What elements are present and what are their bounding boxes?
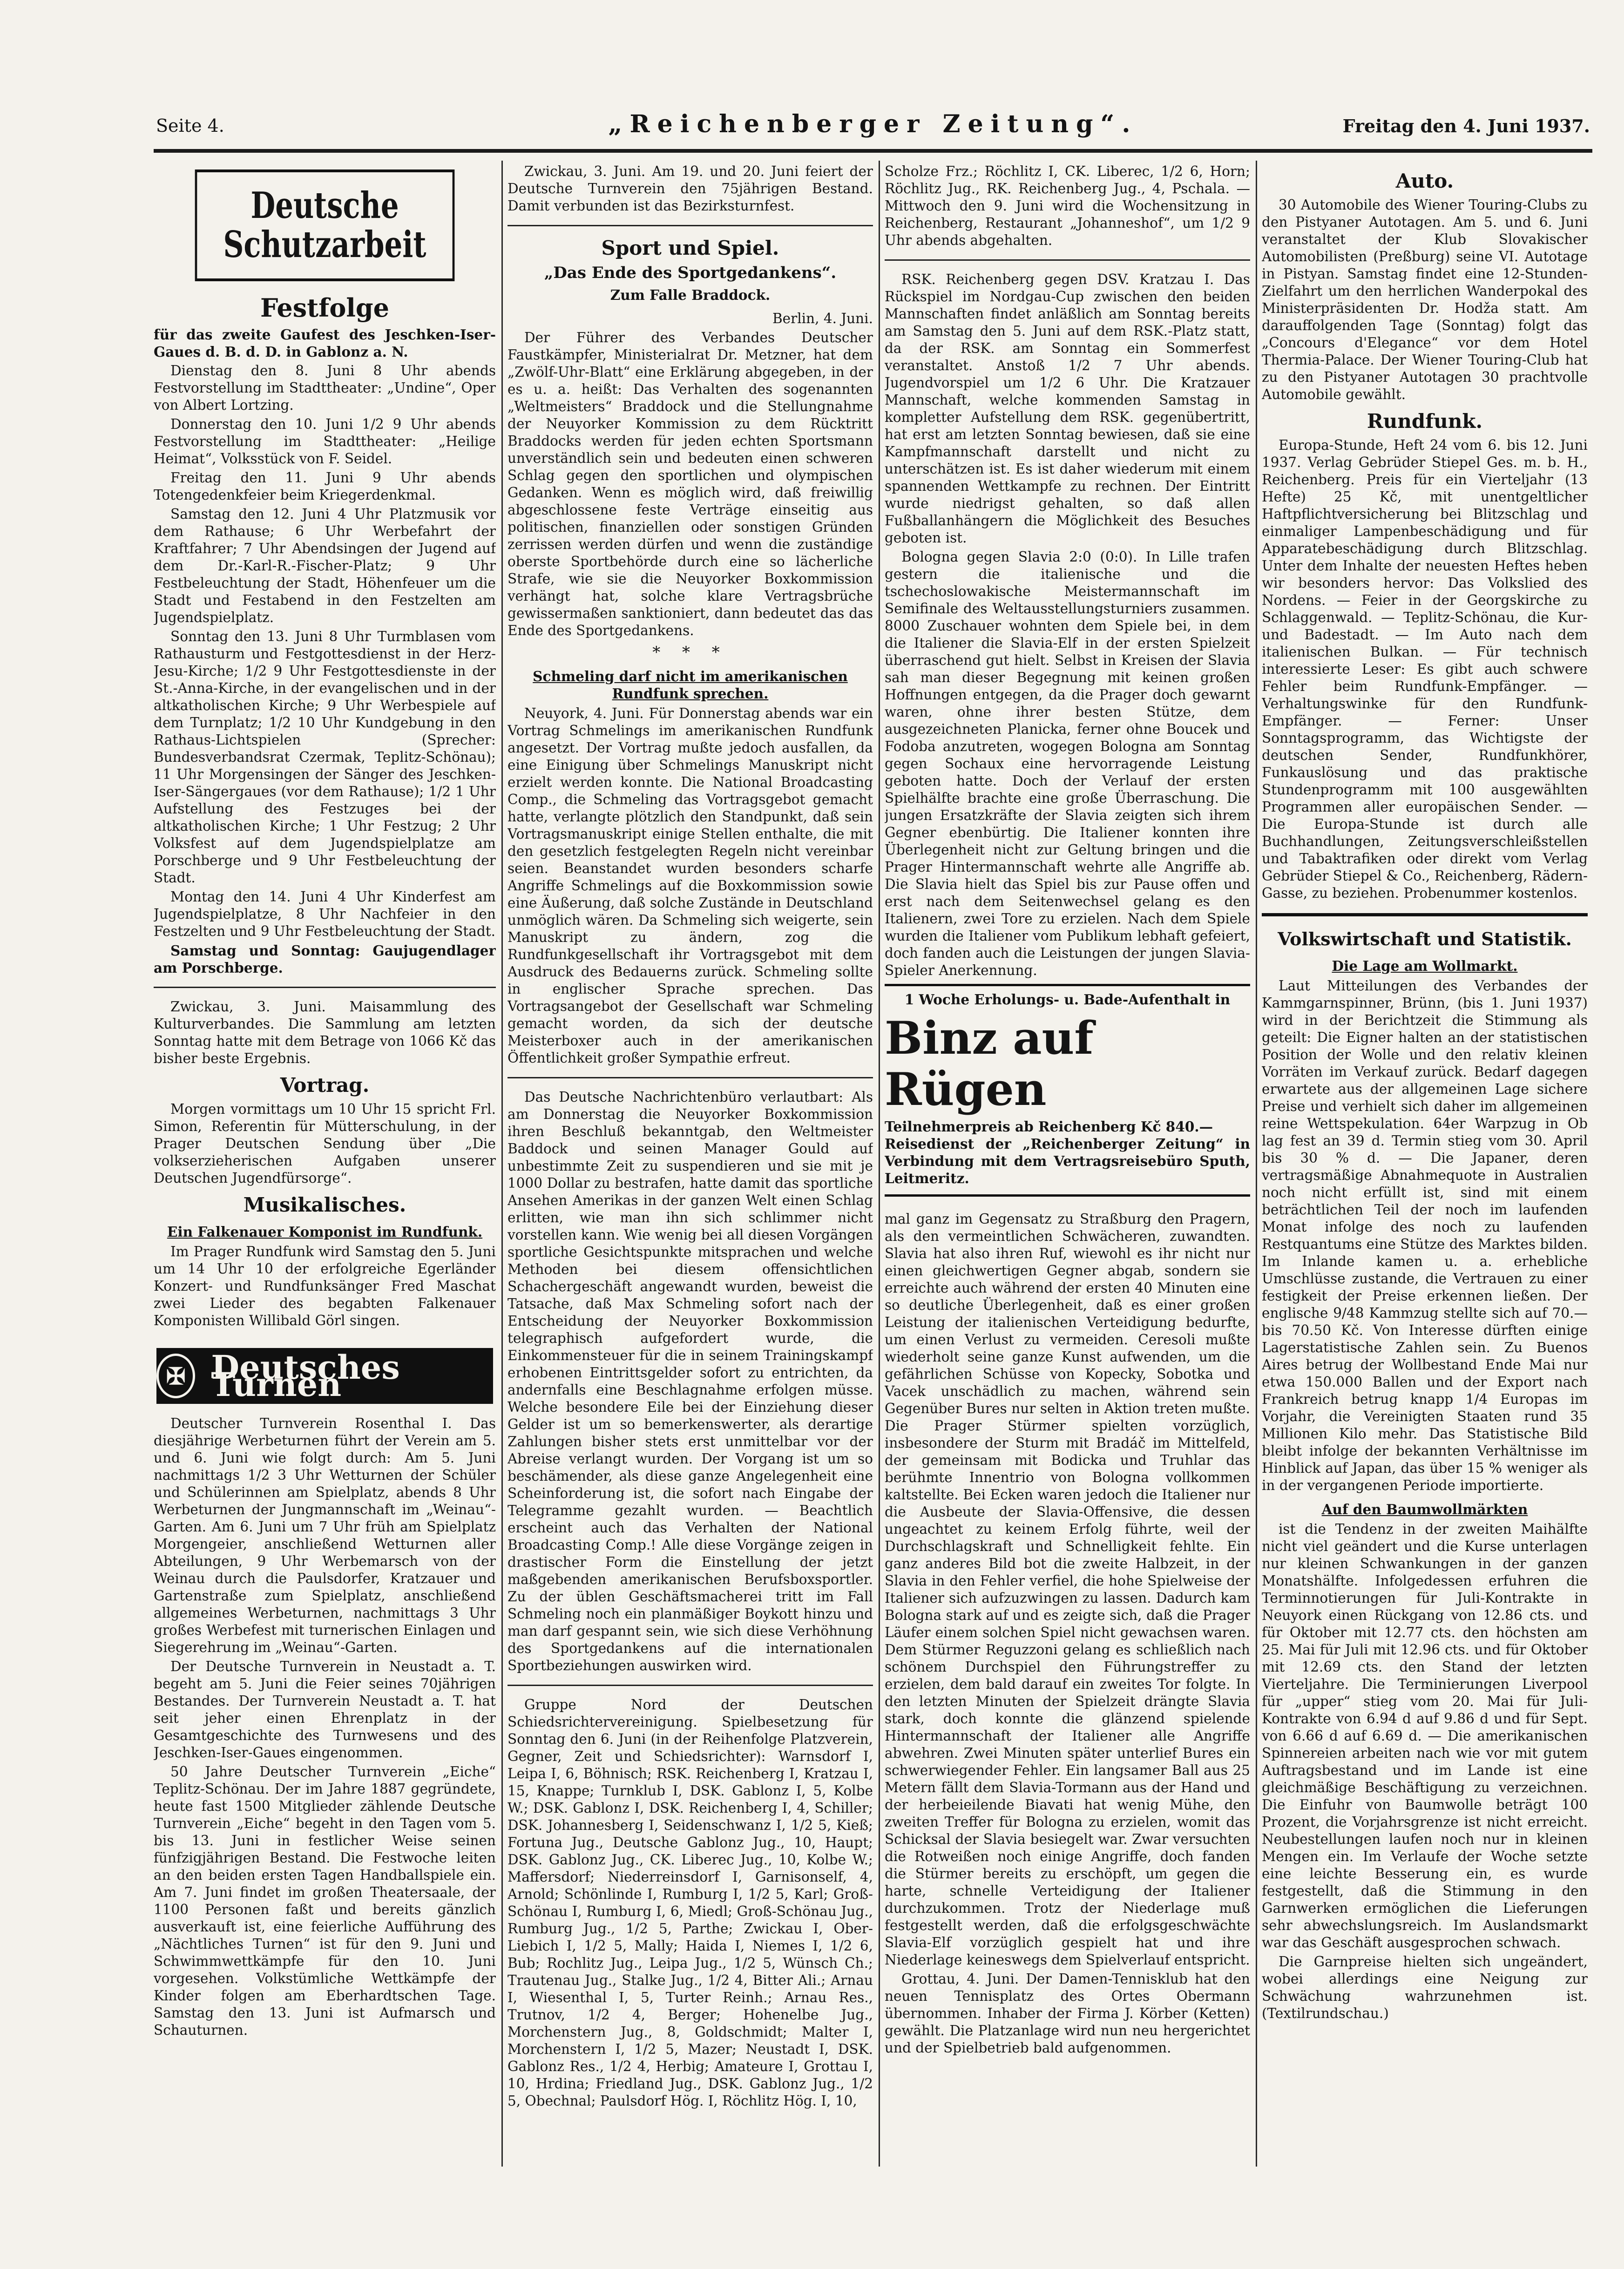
schiedsrichter-article: Gruppe Nord der Deutschen Schiedsrichtervereinigung. Spielbesetzung für Sonntag den 6. Juni (in der Reihenfolge Platzverein, Gegner, Zeit und Schiedsrichter): Warnsdorf I, Leipa I, 6, Böhnisch; RSK. Reichenberg I, Kratzau I, 15, Knappe; Turnklub I, DSK. Gablonz I, 5, Kolbe W.; DSK. Gablonz I, DSK. Reichenberg I, 4, Schiller; DSK. Johannesberg I, Seidenschwanz I, 1/2 5, Kieß; Fortuna Jug., Deutsche Gablonz Jug., 10, Haupt; DSK. Gablonz Jug., CK. Liberec Jug., 10, Kolbe W.; Maffersdorf; Niederreinsdorf I, Garnisonself, 4, Arnold; Schönlinde I, Rumburg I, 1/2 5, Karl; Groß-Schönau I, Rumburg I, 6, Miedl; Groß-Schönau Jug., Rumburg Jug., 1/2 5, Parthe; Zwickau I, Ober-Liebich I, 1/2 5, Mally; Haida I, Niemes I, 1/2 6, Bub; Rochlitz Jug., Leipa Jug., 1/2 5, Wünsch Ch.; Trautenau Jug., Stalke Jug., 1/2 4, Bitter Ali.; Arnau I, Wiesenthal I, 5, Turter Reinh.; Arnau Res., Trutnov, 1/2 4, Berger; Hohenelbe Jug., Morchenstern Jug., 8, Goldschmidt; Malter I, Morchenstern I, 1/2 5, Mazer; Neustadt I, DSK. Gablonz Res., 1/2 4, Herbig; Amateure I, Grottau I, 10, Hrdina; Friedland Jug., DSK. Gablonz Jug., 1/2 5, Obechnal; Paulsdorf Hög. I, Röchlitz Hög. I, 10, <box>508 1697 873 2109</box>
baumwolle-title: Auf den Baumwollmärkten <box>1321 1501 1528 1517</box>
festfolge-item: Montag den 14. Juni 4 Uhr Kinderfest am Jugendspielplatze, 8 Uhr Nachfeier in den Festzelten und 9 Uhr Festbeleuchtung der Stadt. <box>154 889 496 939</box>
divider <box>508 1077 873 1078</box>
wolle-title: Die Lage am Wollmarkt. <box>1332 958 1518 974</box>
stars-divider: * * * <box>652 643 728 662</box>
column-rule <box>1256 161 1257 2167</box>
page-number: Seite 4. <box>156 115 224 136</box>
bologna-continued: mal ganz im Gegensatz zu Straßburg den Pragern, als den vermeintlichen Schwächeren, zuwandten. Slavia hat also ihren Ruf, wiewohl es ihr nicht nur einen gleichwertigen Gegner abgab, sondern sie erreichte auch während der ersten 40 Minuten eine so deutliche Überlegenheit, daß es einer großen Leistung der italienischen Verteidigung bedurfte, um einen Verlust zu vermeiden. Ceresoli mußte wiederholt seine ganze Kunst aufwenden, um die gefährlichen Schüsse von Kopecky, Sobotka und Vacek unschädlich zu machen, während sein Gegenüber Bures nur selten in Aktion treten mußte. Die Prager Stürmer spielten vorzüglich, insbesondere der Sturm mit Bradáč im Mittelfeld, der gemeinsam mit Bodicka und Truhlar das berühmte Innentrio von Bologna vollkommen kaltstellte. Bei Ecken waren jedoch die Italiener nur die Ausbeute der Slavia-Offensive, die dessen ungeachtet zu keinem Erfolg führte, weil der Durchschlagskraft und Schnelligkeit fehlte. Ein ganz anderes Bild bot die zweite Halbzeit, in der Slavia in den Fehler verfiel, die hohe Spielweise der Italiener sich aufzuzwingen zu lassen. Dadurch kam Bologna stark auf und es zeigte sich, daß die Prager Läufer einem solchen Spiel nicht gewachsen waren. Dem Stürmer Reguzzoni gelang es schließlich nach schönem Durchspiel den Führungstreffer zu erzielen, dem bald darauf ein zweites Tor folgte. In den letzten Minuten der Spielzeit drängte Slavia stark, doch konnte die glänzend spielende Hintermannschaft der Italiener alle Angriffe abwehren. Zwei Minuten später unterlief Bures ein schwerwiegender Fehler. Ein langsamer Ball aus 25 Metern fällt dem Slavia-Tormann aus der Hand und der herbeieilende Biavati hat wenig Mühe, den zweiten Treffer für Bologna zu erzielen, womit das Schicksal der Slavia besiegelt war. Zwar versuchten die Rotweißen noch einige Angriffe, doch fanden die Stürmer bereits zu erschöpft, um gegen die harte, schnelle Verteidigung der Italiener durchzukommen. Trotz der Niederlage muß festgestellt werden, daß die erfolgsgeschwächte Slavia-Elf vorzüglich gespielt hat und ihre Niederlage keineswegs dem Spielverlauf entspricht. <box>885 1211 1250 1968</box>
grottau-article: Grottau, 4. Juni. Der Damen-Tennisklub hat den neuen Tennisplatz des Ortes Obermann übernommen. Inhaber der Firma J. Körber (Ketten) gewählt. Die Platzanlage wird nun neu hergerichtet und der Spielbetrieb bald aufgenommen. <box>885 1971 1250 2056</box>
section-title-schutzarbeit: Deutsche Schutzarbeit <box>195 169 455 281</box>
rundfunk-title: Rundfunk. <box>1367 410 1483 433</box>
wolle-article: Laut Mitteilungen des Verbandes der Kammgarnspinner, Brünn, (bis 1. Juni 1937) wird in der Berichtzeit die Stimmung als geteilt: Die Eigner halten an der statistischen Position der Wolle und den relativ kleinen Vorräten im Verkauf zurück. Bedarf dagegen erwartete aus der allgemeinen Lage sichere Preise und verhielt sich daher im allgemeinen reine Wettspekulation. 64er Warpzug in Ob lag fest an 39 d. Termin stieg vom 30. April bis 30 % d. — Die Japaner, deren vertragsmäßige Abnahmequote in Australien noch nicht erfüllt ist, sind mit einem beträchtlichen Teil der noch im laufenden Monat infolge des noch zu laufenden Restquantums eine Stütze des Marktes bilden. Im Inlande kamen u. a. erhebliche Umschlüsse zustande, die Vertrauen zu einer festigkeit der Preise erkennen ließen. Der englische 9/48 Kammzug stellte sich auf 70.— bis 70.50 Kč. Von Interesse dürften einige Lagerstatistische Zahlen sein. Zu Buenos Aires betrug der Wollbestand Ende Mai nur etwa 150.000 Ballen und der Export nach Frankreich betrug knapp 1/4 Europas im Vorjahr, die Vereinigten Staaten rund 35 Millionen Kilo mehr. Das Statistische Bild bleibt infolge der bekannten Verhältnisse im Hinblick auf Japan, das über 15 % weniger als in der vergangenen Periode importierte. <box>1262 978 1588 1493</box>
baumwolle-article: ist die Tendenz in der zweiten Maihälfte nicht viel geändert und die Kurse unterlagen nur kleinen Schwankungen in der ganzen Monatshälfte. Infolgedessen erfuhren die Terminnotierungen für Juli-Kontrakte in Neuyork einen Rückgang von 12.86 cts. und für Oktober mit 12.77 cts. den höchsten am 25. Mai für Juli mit 12.96 cts. und für Oktober mit 12.69 cts. den Stand der letzten Vierteljahre. Die Terminierungen Liverpool für „upper“ stieg vom 20. Mai für Juli-Kontrakte von 6.94 d auf 9.86 d und für Sept. von 6.66 d auf 6.69 d. — Die amerikanischen Spinnereien arbeiten nach wie vor mit gutem Auftragsbestand und im Lande ist eine gleichmäßige Beschäftigung zu verzeichnen. Die Einfuhr von Baumwolle beträgt 100 Prozent, die Vorjahrsgrenze ist nicht erreicht. Neubestellungen laufen noch nur in kleinen Mengen ein. Im Verlaufe der Woche setzte eine leichte Besserung ein, es wurde festgestellt, daß die Stimmung in den Garnwerken ermöglichen die Lieferungen sehr abwechslungsreich. Im Auslandsmarkt war das Geschäft ausgesprochen schwach. <box>1262 1521 1588 1951</box>
ad-price: Teilnehmerpreis ab Reichenberg Kč 840.— <box>885 1118 1213 1135</box>
festfolge-item: Donnerstag den 10. Juni 1/2 9 Uhr abends Festvorstellung im Stadttheater: „Heilige Heimat“, Volksstück von F. Seidel. <box>154 416 496 467</box>
ad-destination: Binz auf Rügen <box>885 1012 1094 1116</box>
festfolge-title: Festfolge <box>260 293 389 323</box>
turnen-banner <box>156 1348 493 1404</box>
festfolge-item: Samstag und Sonntag: Gaujugendlager am Porschberge. <box>154 942 496 976</box>
ad-text: Reisedienst der „Reichenberger Zeitung“ in Verbindung mit dem Vertragsreisebüro Sputh, Leitmeritz. <box>885 1136 1250 1186</box>
musik-title: Musikalisches. <box>243 1193 406 1216</box>
schiedsrichter-continued: Scholze Frz.; Röchlitz I, CK. Liberec, 1/2 6, Horn; Röchlitz Jug., RK. Reichenberg Jug., 4, Pschala. — Mittwoch den 9. Juni wird die Wochensitzung in Reichenberg, Restaurant „Johanneshof“, um 1/2 9 Uhr abends abgehalten. <box>885 163 1250 248</box>
zwickau-turnverein-article: Zwickau, 3. Juni. Am 19. und 20. Juni feiert der Deutsche Turnverein den 75jährigen Bestand. Damit verbunden ist das Bezirksturnfest. <box>508 163 873 214</box>
header-rule <box>154 149 1592 153</box>
vortrag-title: Vortrag. <box>280 1074 370 1097</box>
musik-article: Im Prager Rundfunk wird Samstag den 5. Juni um 14 Uhr 10 der erfolgreiche Egerländer Konzert- und Rundfunksänger Fred Maschat zwei Lieder des begabten Falkenauer Komponisten Willibald Görl singen. <box>154 1244 496 1328</box>
turner-cross-icon: ✠ <box>156 1354 195 1398</box>
ende-article: Der Führer des Verbandes Deutscher Faustkämpfer, Ministerialrat Dr. Metzner, hat dem „Zwölf-Uhr-Blatt“ eine Erklärung abgegeben, in der es u. a. heißt: Das Verhalten des sogenannten „Weltmeisters“ Braddock und die Stellungnahme der Neuyorker Kommission zu dem Rücktritt Braddocks werden für jeden echten Sportsmann unverständlich sein und bedeuten einen schweren Schlag gegen den sportlichen und olympischen Gedanken. Wenn es möglich wird, daß freiwillig abgeschlossene feste Verträge einseitig aus politischen, finanziellen oder sonstigen Gründen zerrissen werden dürfen und wenn die zuständige oberste Sportbehörde durch eine so lächerliche Strafe, wie sie die Neuyorker Boxkommission verhängt hat, solche klare Vertragsbrüche gewissermaßen sanktioniert, dann bedeutet das das Ende des Sportgedankens. <box>508 330 873 638</box>
newspaper-title: „Reichenberger Zeitung“. <box>608 110 1138 138</box>
column-3 <box>885 163 1250 2157</box>
turnen-article: Der Deutsche Turnverein in Neustadt a. T. begeht am 5. Juni die Feier seines 70jährigen Bestandes. Der Turnverein Neustadt a. T. hat seit jeher einen Ehrenplatz in der Gesamtgeschichte des Turnwesens und des Jeschken-Iser-Gaues eingenommen. <box>154 1659 496 1761</box>
column-2 <box>508 163 873 2157</box>
bologna-article: Bologna gegen Slavia 2:0 (0:0). In Lille trafen gestern die italienische und die tschechoslowakische Meistermannschaft im Semifinale des Weltausstellungsturniers zusammen. 8000 Zuschauer wohnten dem Spiele bei, in dem die Italiener die Slavia-Elf in der ersten Spielzeit überraschend gut hielt. Selbst in Kreisen der Slavia sah man dieser Begegnung mit keinen großen Hoffnungen entgegen, da die Prager doch gewarnt waren, ohne ihrer besten Stütze, dem ausgezeichneten Planicka, ferner ohne Boucek und Fodoba anzutreten, wogegen Bologna am Sonntag gegen Sochaux eine hervorragende Leistung geboten hatte. Doch der Verlauf der ersten Spielhälfte brachte eine große Überraschung. Die jungen Ersatzkräfte der Slavia zeigten sich ihrem Gegner ebenbürtig. Die Italiener konnten ihre Überlegenheit nicht zur Geltung bringen und die Prager Hintermannschaft wehrte alle Angriffe ab. Die Slavia hielt das Spiel bis zur Pause offen und erst nach dem Seitenwechsel gelang es den Italienern, zwei Tore zu erzielen. Nach dem Spiele wurden die Italiener vom Publikum lebhaft gefeiert, doch fanden auch die Leistungen der jungen Slavia-Spieler Anerkennung. <box>885 549 1250 978</box>
festfolge-item: Samstag den 12. Juni 4 Uhr Platzmusik vor dem Rathause; 6 Uhr Werbefahrt der Kraftfahrer; 7 Uhr Abendsingen der Jugend auf dem Dr.-Karl-R.-Fischer-Platz; 9 Uhr Festbeleuchtung der Stadt, Höhenfeuer um die Stadt und Festabend in den Festzelten am Jugendspielplatz. <box>154 506 496 625</box>
turnen-title: Deutsches Turnen <box>211 1348 400 1404</box>
festfolge-item: Dienstag den 8. Juni 8 Uhr abends Festvorstellung im Stadttheater: „Undine“, Oper von Albert Lortzing. <box>154 363 496 413</box>
issue-date: Freitag den 4. Juni 1937. <box>1342 115 1590 136</box>
musik-subtitle: Ein Falkenauer Komponist im Rundfunk. <box>167 1224 483 1240</box>
rsk-article: RSK. Reichenberg gegen DSV. Kratzau I. Das Rückspiel im Nordgau-Cup zwischen den beiden Mannschaften findet anläßlich am Sonntag bereits am Samstag den 5. Juni auf dem RSK.-Platz statt, da der RSK. am Sonntag ein Sommerfest veranstaltet. Anstoß 1/2 7 Uhr abends. Jugendvorspiel um 1/2 6 Uhr. Die Kratzauer Mannschaft, welche kommenden Samstag in kompletter Aufstellung dem RSK. gegenübertritt, hat erst am letzten Sonntag bewiesen, daß sie eine Kampfmannschaft darstellt und nicht zu unterschätzen ist. Es ist daher wiederum mit einem spannenden Wettkampfe zu rechnen. Der Eintritt wurde niedrigst gehalten, so daß allen Fußballanhängern die Möglichkeit des Besuches geboten ist. <box>885 271 1250 546</box>
travel-advertisement <box>885 984 1250 1197</box>
rundfunk-article: Europa-Stunde, Heft 24 vom 6. bis 12. Juni 1937. Verlag Gebrüder Stiepel Ges. m. b. H., Reichenberg. Preis für ein Vierteljahr (13 Hefte) 25 Kč, mit unentgeltlicher Haftpflichtversicherung bei Blitzschlag und einmaliger Lampenbeschädigung und für Apparatebeschädigung durch Blitzschlag. Unter dem Inhalte der neuesten Heftes heben wir besonders hervor: Das Volkslied des Nordens. — Feier in der Georgskirche zu Schlaggenwald. — Teplitz-Schönau, die Kur- und Badestadt. — Im Auto nach dem italienischen Bulkan. — Für technisch interessierte Leser: Es gibt auch schwere Fehler beim Rundfunk-Empfänger. — Verhaltungswinke für den Rundfunk-Empfänger. — Ferner: Unser Sonntagsprogramm, das Wichtigste der deutschen Sender, Rundfunkhörer, Funkauslösung und das praktische Stundenprogramm mit 100 ausgewählten Programmen aller europäischen Sender. — Die Europa-Stunde ist durch alle Buchhandlungen, Zeitungsverschleißstellen und Tabaktrafiken oder direkt vom Verlag Gebrüder Stiepel & Co., Reichenberg, Rädern-Gasse, zu beziehen. Probenummer kostenlos. <box>1262 437 1588 901</box>
ende-subtitle: Zum Falle Braddock. <box>610 287 771 303</box>
dateline: Berlin, 4. Juni. <box>772 311 873 326</box>
zwickau-article: Zwickau, 3. Juni. Maisammlung des Kulturverbandes. Die Sammlung am letzten Sonntag hatte mit dem Betrage von 1066 Kč das bisher beste Ergebnis. <box>154 999 496 1066</box>
vortrag-article: Morgen vormittags um 10 Uhr 15 spricht Frl. Simon, Referentin für Mütterschulung, in der Prager Deutschen Sendung über „Die volkserzieherischen Aufgaben unserer Deutschen Jugendfürsorge“. <box>154 1101 496 1186</box>
page-header <box>156 107 1590 149</box>
ende-title: „Das Ende des Sportgedankens“. <box>544 264 837 282</box>
divider <box>885 259 1250 261</box>
turnen-article: 50 Jahre Deutscher Turnverein „Eiche“ Teplitz-Schönau. Der im Jahre 1887 gegründete, heute fast 1500 Mitglieder zählende Deutsche Turnverein „Eiche“ begeht in den Tagen vom 5. bis 13. Juni in festlicher Weise seinen fünfzigjährigen Bestand. Die Festwoche leiten an den beiden ersten Tagen Handballspiele ein. Am 7. Juni findet im großen Theatersaale, der 1100 Personen faßt und bereits gänzlich ausverkauft ist, eine feierliche Aufführung des „Nächtliches Turnen“ ist für den 9. Juni und Schwimmwettkämpfe für den 10. Juni vorgesehen. Volkstümliche Wettkämpfe der Kinder folgen am Eberhardtschen Tage. Samstag den 13. Juni ist Aufmarsch und Schauturnen. <box>154 1764 496 2038</box>
turnen-article: Deutscher Turnverein Rosenthal I. Das diesjährige Werbeturnen führt der Verein am 5. und 6. Juni wie folgt durch: Am 5. Juni nachmittags 1/2 3 Uhr Wetturnen der Schüler und Schülerinnen am Spielplatz, abends 8 Uhr Werbeturnen der Jungmannschaft im „Weinau“-Garten. Am 6. Juni um 7 Uhr früh am Spielplatz Morgengeier, anschließend Wetturnen aller Abteilungen, 9 Uhr Werbemarsch von der Weinau durch die Paulsdorfer, Kratzauer und Gartenstraße zum Spielplatz, anschließend allgemeines Werbeturnen, nachmittags 3 Uhr großes Werbefest mit turnerischen Einlagen und Siegerehrung im „Weinau“-Garten. <box>154 1416 496 1655</box>
column-4 <box>1262 163 1588 2157</box>
divider <box>154 987 496 988</box>
auto-title: Auto. <box>1395 169 1454 192</box>
sport-title: Sport und Spiel. <box>601 237 779 259</box>
auto-article: 30 Automobile des Wiener Touring-Clubs zu den Pistyaner Autotagen. Am 5. und 6. Juni veranstaltet der Klub Slovakischer Automobilisten (Preßburg) seine VI. Autotage in Pistyan. Samstag findet eine 12-Stunden-Zielfahrt um den herrlichen Wanderpokal des Ministerpräsidenten Dr. Hodža statt. Am darauffolgenden Tage (Sonntag) folgt das „Concours d'Elegance“ vor dem Hotel Thermia-Palace. Der Wiener Touring-Club hat zu den Pistyaner Autotagen 30 prachtvolle Automobile gewählt. <box>1262 197 1588 402</box>
ad-headline: 1 Woche Erholungs- u. Bade-Aufenthalt in <box>904 991 1231 1008</box>
festfolge-item: Sonntag den 13. Juni 8 Uhr Turmblasen vom Rathausturm und Festgottesdienst in der Herz-Jesu-Kirche; 1/2 9 Uhr Festgottesdienste in der St.-Anna-Kirche, in der evangelischen und in der altkatholischen Kirche; 9 Uhr Werbespiele auf dem Turnplatz; 1/2 10 Uhr Kundgebung in den Rathaus-Lichtspielen (Sprecher: Bundesverbandsrat Czermak, Teplitz-Schönau); 11 Uhr Morgensingen der Sänger des Jeschken-Iser-Sängergaues (vor dem Rathause); 1/2 1 Uhr Aufstellung des Festzuges bei der altkatholischen Kirche; 1 Uhr Festzug; 2 Uhr Volksfest auf dem Jugendspielplatze am Porschberge und 9 Uhr Festbeleuchtung der Stadt. <box>154 629 496 886</box>
column-rule <box>501 161 503 2167</box>
nachrichten-article: Das Deutsche Nachrichtenbüro verlautbart: Als am Donnerstag die Neuyorker Boxkommission ihren Beschluß bekanntgab, den Weltmeister Baddock und seinen Manager Gould auf unbestimmte Zeit zu suspendieren und sie mit je 1000 Dollar zu bestrafen, hatte damit das sportliche Ansehen Amerikas in der ganzen Welt einen Schlag erlitten, wie man ihn sich schlimmer nicht vorstellen kann. Wie wenig bei all diesen Vorgängen sportliche Gesichtspunkte mitsprachen und welche Methoden bei diesem offensichtlichen Schachergeschäft angewandt wurden, beweist die Tatsache, daß Max Schmeling sofort nach der Entscheidung der Neuyorker Boxkommission telegraphisch aufgefordert wurde, die Einkommensteuer für die in seinem Trainingskampf erhobenen Eintrittsgelder sofort zu entrichten, da andernfalls eine Beschlagnahme erfolgen müsse. Welche besondere Eile bei der Einziehung dieser Gelder ist um so bemerkenswerter, als derartige Zahlungen bisher stets erst unmittelbar vor der Abreise verlangt wurden. Der Vorgang ist um so beschämender, als diese ganze Angelegenheit eine Scheinforderung ist, die sofort nach Eingabe der Telegramme gezahlt wurden. — Beachtlich erscheint auch das Verhalten der National Broadcasting Comp.! Alle diese Vorgänge zeigen in drastischer Form die Einstellung der jetzt maßgebenden amerikanischen Berufsboxsportler. Zu der üblen Geschäftsmacherei tritt im Fall Schmeling noch ein planmäßiger Boykott hinzu und man darf gespannt sein, wie sich diese Verhöhnung des Sportgedankens auf die internationalen Sportbeziehungen auswirken wird. <box>508 1089 873 1673</box>
schmeling-article: Neuyork, 4. Juni. Für Donnerstag abends war ein Vortrag Schmelings im amerikanischen Rundfunk angesetzt. Der Vortrag mußte jedoch ausfallen, da eine Einigung über Schmelings Manuskript nicht erzielt werden konnte. Die National Broadcasting Comp., die Schmeling das Vortragsgebot gemacht hatte, verlangte plötzlich den Standpunkt, daß sein Vortragsmanuskript einige Stellen enthalte, die mit den gesetzlich festgelegten Regeln nicht vereinbar seien. Beanstandet wurden besonders scharfe Angriffe Schmelings auf die Boxkommission sowie eine Äußerung, daß solche Zustände in Deutschland unmöglich wären. Da Schmeling sich weigerte, sein Manuskript zu ändern, zog die Rundfunkgesellschaft ihr Vortragsgebot mit dem Ausdruck des Bedauerns zurück. Schmeling sollte in englischer Sprache sprechen. Das Vortragsangebot der Gesellschaft war Schmeling gemacht worden, da sich der deutsche Meisterboxer auch in der amerikanischen Öffentlichkeit großer Sympathie erfreut. <box>508 705 873 1066</box>
divider <box>508 1685 873 1686</box>
schmeling-title: Schmeling darf nicht im amerikanischen Rundfunk sprechen. <box>533 668 848 702</box>
column-rule <box>879 161 880 2167</box>
volkswirtschaft-title: Volkswirtschaft und Statistik. <box>1278 928 1572 949</box>
festfolge-item: Freitag den 11. Juni 9 Uhr abends Totengedenkfeier beim Kriegerdenkmal. <box>154 470 496 503</box>
divider <box>508 225 873 226</box>
festfolge-subtitle: für das zweite Gaufest des Jeschken-Iser-Gaues d. B. d. D. in Gablonz a. N. <box>154 326 496 360</box>
column-1 <box>154 163 496 2157</box>
divider <box>1262 913 1588 916</box>
garn-article: Die Garnpreise hielten sich ungeändert, wobei allerdings eine Neigung zur Schwächung wahrzunehmen ist. (Textilrundschau.) <box>1262 1954 1588 2021</box>
